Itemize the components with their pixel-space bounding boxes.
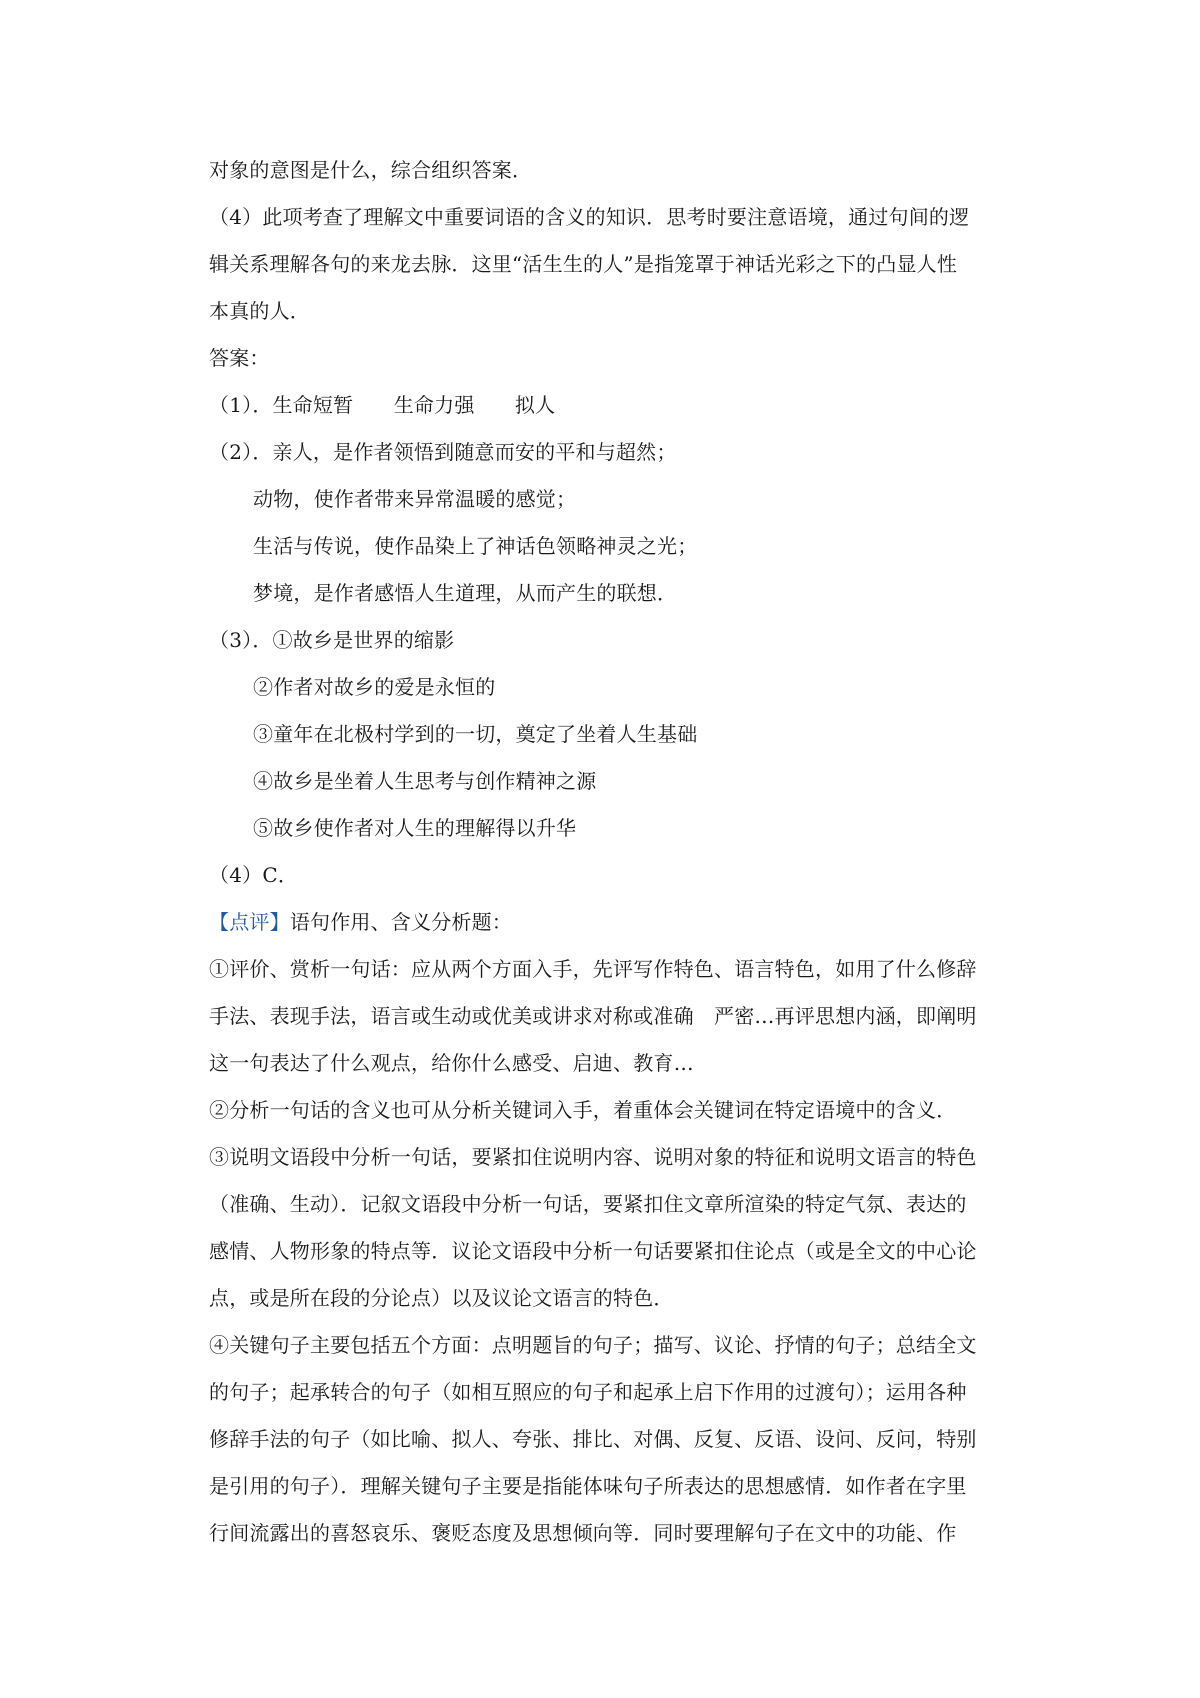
comment-line: 点，或是所在段的分论点）以及议论文语言的特色． xyxy=(209,1286,674,1310)
comment-line: 行间流露出的喜怒哀乐、褒贬态度及思想倾向等．同时要理解句子在文中的功能、作 xyxy=(209,1521,957,1545)
answer-2-line: 梦境，是作者感悟人生道理，从而产生的联想． xyxy=(253,581,678,605)
comment-line: ①评价、赏析一句话：应从两个方面入手，先评写作特色、语言特色，如用了什么修辞 xyxy=(209,957,977,981)
analysis-item-4-line: （4）此项考查了理解文中重要词语的含义的知识．思考时要注意语境，通过句间的逻 xyxy=(209,205,970,229)
comment-title: 语句作用、含义分析题： xyxy=(289,910,513,934)
comment-heading xyxy=(209,908,512,936)
answer-1: （1）．生命短暂 生命力强 拟人 xyxy=(209,393,556,417)
answer-3-line: ③童年在北极村学到的一切，奠定了坐着人生基础 xyxy=(253,722,698,746)
answer-3-line: ④故乡是坐着人生思考与创作精神之源 xyxy=(253,769,597,793)
answer-2-line: 生活与传说，使作品染上了神话色领略神灵之光； xyxy=(253,534,698,558)
comment-line: ③说明文语段中分析一句话，要紧扣住说明内容、说明对象的特征和说明文语言的特色 xyxy=(209,1145,977,1169)
comment-tag: 【点评】 xyxy=(209,910,290,934)
answer-2-line: 动物，使作者带来异常温暖的感觉； xyxy=(253,487,577,511)
comment-line: 这一句表达了什么观点，给你什么感受、启迪、教育… xyxy=(209,1051,694,1075)
analysis-item-4-line: 辑关系理解各句的来龙去脉．这里“活生生的人”是指笼罩于神话光彩之下的凸显人性 xyxy=(209,252,958,276)
comment-line: 感情、人物形象的特点等．议论文语段中分析一句话要紧扣住论点（或是全文的中心论 xyxy=(209,1239,977,1263)
answer-heading: 答案： xyxy=(209,346,270,370)
comment-line: 手法、表现手法，语言或生动或优美或讲求对称或准确 严密…再评思想内涵，即阐明 xyxy=(209,1004,977,1028)
comment-line: 修辞手法的句子（如比喻、拟人、夸张、排比、对偶、反复、反语、设问、反问，特别 xyxy=(209,1427,977,1451)
comment-line: 是引用的句子）．理解关键句子主要是指能体味句子所表达的思想感情．如作者在字里 xyxy=(209,1474,967,1498)
answer-3-line: （3）．①故乡是世界的缩影 xyxy=(209,628,455,652)
answer-4: （4）C． xyxy=(209,863,299,887)
comment-line: 的句子；起承转合的句子（如相互照应的句子和起承上启下作用的过渡句）；运用各种 xyxy=(209,1380,967,1404)
analysis-line: 对象的意图是什么，综合组织答案． xyxy=(209,158,533,182)
comment-line: （准确、生动）．记叙文语段中分析一句话，要紧扣住文章所渲染的特定气氛、表达的 xyxy=(209,1192,967,1216)
answer-2-line: （2）．亲人，是作者领悟到随意而安的平和与超然； xyxy=(209,440,677,464)
answer-3-line: ⑤故乡使作者对人生的理解得以升华 xyxy=(253,816,577,840)
analysis-item-4-line: 本真的人． xyxy=(209,299,310,323)
answer-3-line: ②作者对故乡的爱是永恒的 xyxy=(253,675,496,699)
comment-line: ④关键句子主要包括五个方面：点明题旨的句子；描写、议论、抒情的句子；总结全文 xyxy=(209,1333,977,1357)
comment-line: ②分析一句话的含义也可从分析关键词入手，着重体会关键词在特定语境中的含义． xyxy=(209,1098,957,1122)
